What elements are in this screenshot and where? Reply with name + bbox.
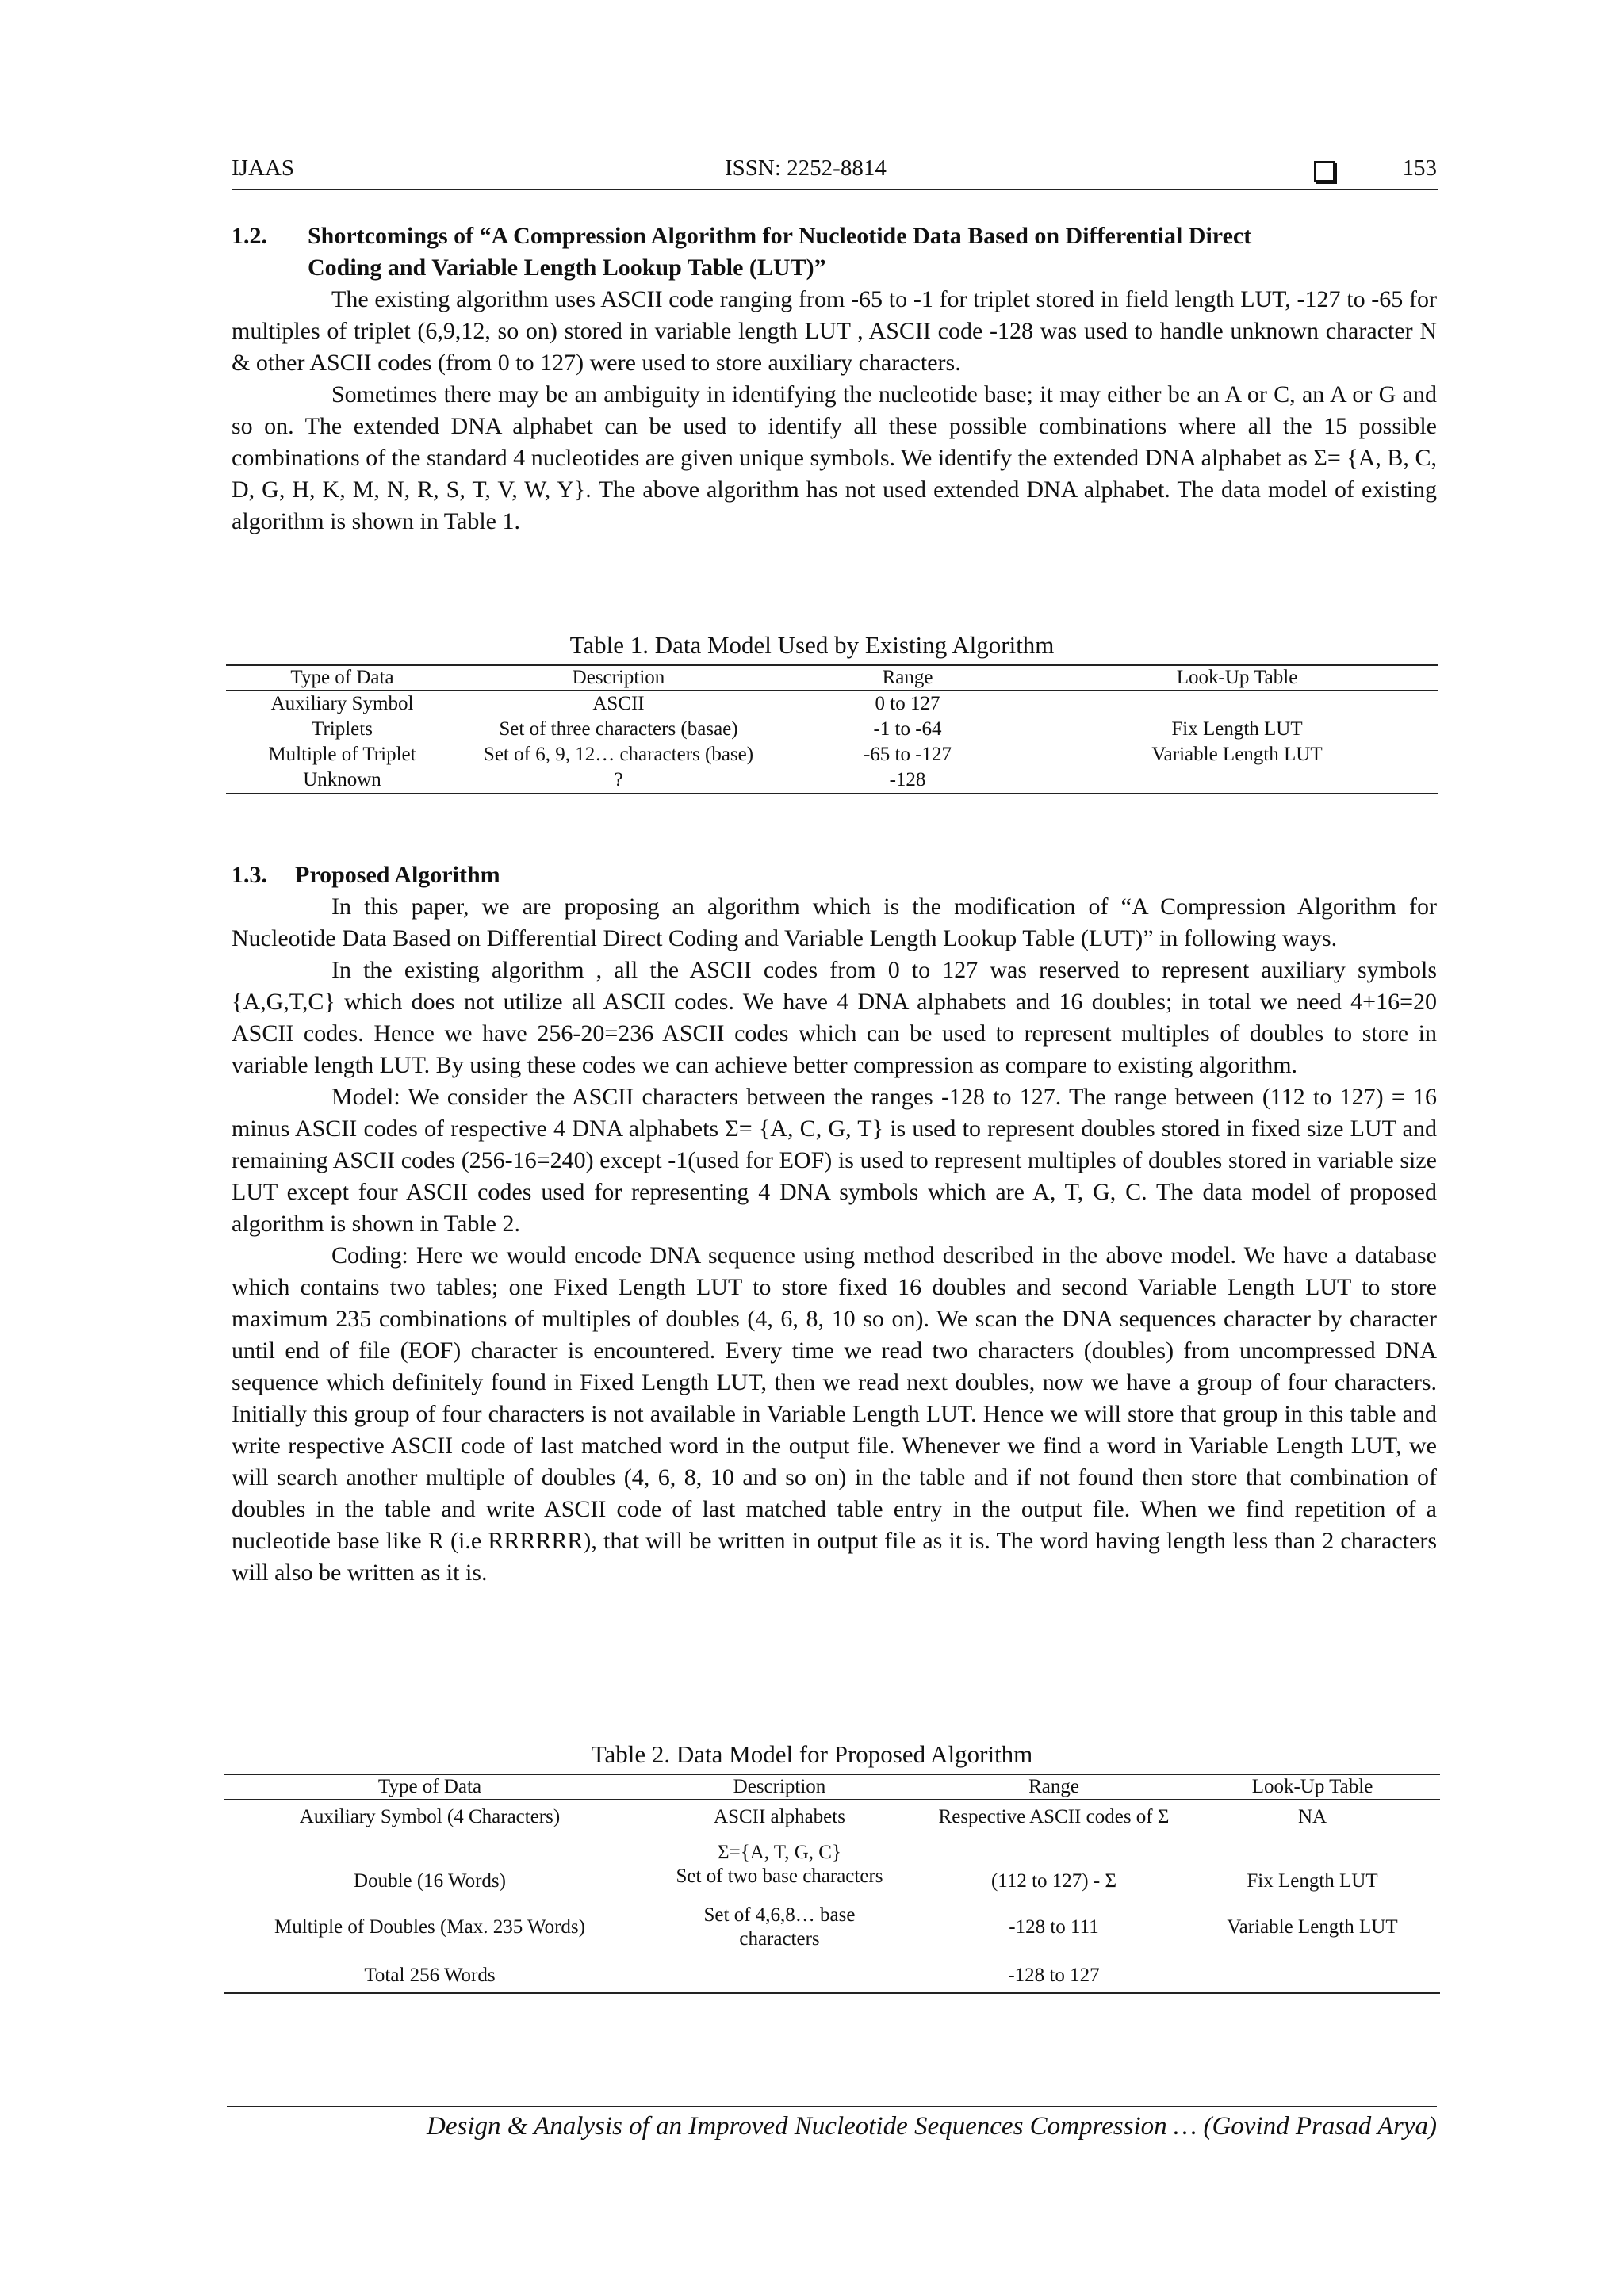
section-title-line1: Shortcomings of “A Compression Algorithm for Nucleotide Data Based on Differential Direct [308,223,1252,249]
running-footer: Design & Analysis of an Improved Nucleotide Sequences Compression … (Govind Prasad Arya) [427,2112,1437,2141]
table-cell: -1 to -64 [873,718,942,740]
table-header-row [224,1774,1440,1800]
table-row [226,717,1438,742]
section-1-3-heading [232,859,500,891]
table-row [226,767,1438,794]
table-cell: NA [1297,1805,1327,1827]
table-cell: -128 to 127 [1008,1964,1100,1986]
description-text: Set of two base characters [676,1866,883,1887]
section-title-line2: Coding and Variable Length Lookup Table (LUT)” [308,254,826,281]
table-cell: (112 to 127) - Σ [990,1870,1117,1892]
table-cell: -128 [889,769,926,790]
paragraph: Model: We consider the ASCII characters between the ranges -128 to 127. The range between (112 to 127) = 16 minus ASCII codes of respective 4 DNA alphabets Σ= {A, C, G, T} is used to represent doubles stored in fixed size LUT and remaining ASCII codes (256-16=240) except -1(used for EOF) is used to represent multiples of doubles stored in variable size LUT except four ASCII codes used for representing 4 DNA symbols which are A, T, G, C. The data model of proposed algorithm is shown in Table 2. [232,1084,1437,1237]
table-cell [636,1896,923,1958]
table-header-row [226,665,1438,691]
footer-rule [227,2106,1437,2107]
running-header [232,154,1438,190]
table-cell: Variable Length LUT [1227,1916,1398,1938]
issn: ISSN: 2252-8814 [725,155,887,181]
description-text: Set of 4,6,8… base [703,1904,856,1926]
paragraph: Coding: Here we would encode DNA sequence using method described in the above model. We have a database which contains two tables; one Fixed Length LUT to store fixed 16 doubles and second Variable Length LUT to store maximum 235 combinations of multiples of doubles (4, 6, 8, 10 so on). We scan the DNA sequences character by character until end of file (EOF) character is encountered. Every time we read two characters (doubles) from uncompressed DNA sequence which definitely found in Fixed Length LUT, then we read next doubles, now we have a group of four characters. Initially this group of four characters is not available in Variable Length LUT. Hence we will store that group in this table and write respective ASCII code of last matched word in the output file. Whenever we find a word in Variable Length LUT, we will search another multiple of doubles (4, 6, 8, 10 and so on) in the table and if not found then store that combination of doubles in the table and write ASCII code of last matched table entry in the output file. When we find repetition of a nucleotide base like R (i.e RRRRRR), that will be written in output file as it is. The word having length less than 2 characters will also be written as it is. [232,1242,1437,1586]
paragraph: Sometimes there may be an ambiguity in identifying the nucleotide base; it may either be an A or C, an A or G and so on. The extended DNA alphabet can be used to identify all these possible combinations where all the 15 possible combinations of the standard 4 nucleotides are given unique symbols. We identify the extended DNA alphabet as Σ= {A, B, C, D, G, H, K, M, N, R, S, T, V, W, Y}. The above algorithm has not used extended DNA alphabet. The data model of existing algorithm is shown in Table 1. [232,381,1437,534]
table-2 [224,1774,1440,1994]
table-row [224,1958,1440,1993]
table-cell: Respective ASCII codes of Σ [938,1805,1170,1827]
table-cell: 0 to 127 [875,693,940,714]
table-cell [1036,691,1438,717]
table-cell: -128 to 111 [1009,1916,1099,1938]
table-cell [1185,1958,1440,1993]
table-cell: Double (16 Words) [354,1870,506,1892]
table-cell: Fix Length LUT [1247,1870,1378,1892]
table-cell: -65 to -127 [863,744,952,765]
table-cell [636,1833,923,1896]
table-row [224,1896,1440,1958]
table-cell: Auxiliary Symbol [270,693,414,714]
checkbox-square-icon [1314,161,1335,182]
section-1-3-body [232,891,1437,1589]
column-header: Look-Up Table [1036,665,1438,691]
table-cell: Set of three characters (basae) [499,718,738,740]
column-header: Range [779,665,1036,691]
table-row [224,1833,1440,1896]
section-1-2-body [232,284,1437,538]
page-number: 153 [1402,155,1437,181]
table-row [224,1800,1440,1833]
column-header: Description [458,665,779,691]
column-header: Look-Up Table [1185,1774,1440,1800]
table-cell: Variable Length LUT [1151,744,1323,765]
table-cell: Multiple of Doubles (Max. 235 Words) [274,1916,585,1938]
section-number: 1.3. [232,862,267,888]
table-cell: Triplets [312,718,373,740]
paragraph: The existing algorithm uses ASCII code ranging from -65 to -1 for triplet stored in field length LUT, -127 to -65 for multiples of triplet (6,9,12, so on) stored in variable length LUT , ASCII code -128 was used to handle unknown character N & other ASCII codes (from 0 to 127) were used to store auxiliary characters. [232,286,1437,376]
table-cell: Auxiliary Symbol (4 Characters) [299,1805,561,1827]
table-cell: Fix Length LUT [1171,718,1303,740]
section-1-2-heading [232,220,1438,284]
table-cell: Set of 6, 9, 12… characters (base) [483,744,754,765]
table-cell [1036,767,1438,794]
paragraph: In this paper, we are proposing an algorithm which is the modification of “A Compression Algorithm for Nucleotide Data Based on Differential Direct Coding and Variable Length Lookup Table (LUT)” in following ways. [232,894,1437,951]
journal-name: IJAAS [232,155,294,181]
column-header: Type of Data [226,665,458,691]
table-2-caption: Table 2. Data Model for Proposed Algorithm [591,1740,1033,1768]
table-1-caption: Table 1. Data Model Used by Existing Algorithm [569,631,1055,659]
column-header: Type of Data [224,1774,636,1800]
section-number: 1.2. [232,223,267,249]
table-1 [226,664,1438,794]
paragraph: In the existing algorithm , all the ASCII codes from 0 to 127 was reserved to represent auxiliary symbols {A,G,T,C} which does not utilize all ASCII codes. We have 4 DNA alphabets and 16 doubles; in total we need 4+16=20 ASCII codes. Hence we have 256-20=236 ASCII codes which can be used to represent multiples of doubles to store in variable length LUT. By using these codes we can achieve better compression as compare to existing algorithm. [232,957,1437,1078]
table-cell: ASCII [592,693,645,714]
description-text: characters [739,1928,820,1950]
table-row [226,742,1438,767]
column-header: Description [636,1774,923,1800]
table-cell: ASCII alphabets [714,1805,845,1827]
table-cell: ? [614,769,623,790]
table-row [226,691,1438,717]
table-cell: Total 256 Words [364,1964,496,1986]
sigma-set: Σ={A, T, G, C} [718,1842,841,1863]
table-cell: Multiple of Triplet [268,744,416,765]
column-header: Range [923,1774,1185,1800]
table-cell [636,1958,923,1993]
table-cell: Unknown [303,769,381,790]
section-title: Proposed Algorithm [295,862,500,888]
